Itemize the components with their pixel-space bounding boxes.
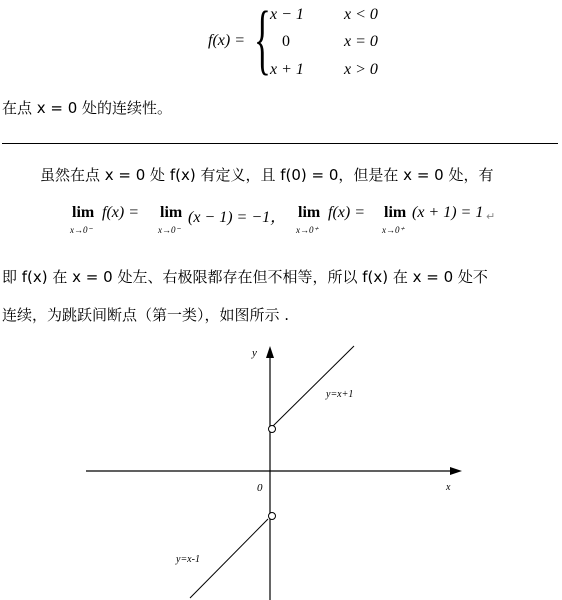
x-axis-label: x [446,482,451,493]
lim-left-fx: f(x) = [102,204,139,221]
lim-left-label: lim [72,204,95,221]
upper-line-label: y=x+1 [326,389,354,400]
lim-right-sub-2: x→0⁺ [382,225,405,235]
piecewise-brace: { [254,0,271,82]
lim-right-sub: x→0⁺ [296,225,319,235]
question-text: 在点 x = 0 处的连续性。 [2,99,173,117]
solution-line-4: 连续，为跳跃间断点（第一类），如图所示 . [2,306,290,324]
case-3-cond: x > 0 [344,61,378,78]
lim-left-expr: (x − 1) = −1， [188,209,287,226]
piecewise-lhs: f(x) = [208,32,245,49]
jump-discontinuity-graph [0,340,562,600]
upper-open-circle [269,426,276,433]
case-2-cond: x = 0 [344,33,378,50]
lim-left-sub: x→0⁻ [70,225,93,235]
case-2-expr: 0 [282,33,290,50]
limits-line [72,204,522,244]
lim-right-expr: (x + 1) = 1 [412,204,484,221]
lim-right-label-2: lim [384,204,407,221]
upper-line [273,346,354,426]
y-axis-arrow [266,346,274,358]
lower-line [190,519,268,598]
lower-open-circle [269,513,276,520]
y-axis-label: y [252,347,257,359]
lim-left-label-2: lim [160,204,183,221]
section-divider [2,143,558,144]
case-1-expr: x − 1 [270,6,304,23]
origin-label: 0 [257,482,263,494]
lower-line-label: y=x-1 [176,554,200,565]
case-3-expr: x + 1 [270,61,304,78]
return-mark: ↵ [486,210,496,223]
lim-left-sub-2: x→0⁻ [158,225,181,235]
x-axis-arrow [450,467,462,475]
case-1-cond: x < 0 [344,6,378,23]
solution-line-1: 虽然在点 x = 0 处 f(x) 有定义，且 f(0) = 0，但是在 x = 0 处，有 [40,166,494,184]
lim-right-fx: f(x) = [328,204,365,221]
lim-right-label: lim [298,204,321,221]
solution-line-3: 即 f(x) 在 x = 0 处左、右极限都存在但不相等，所以 f(x) 在 x = 0 处不 [2,268,488,286]
